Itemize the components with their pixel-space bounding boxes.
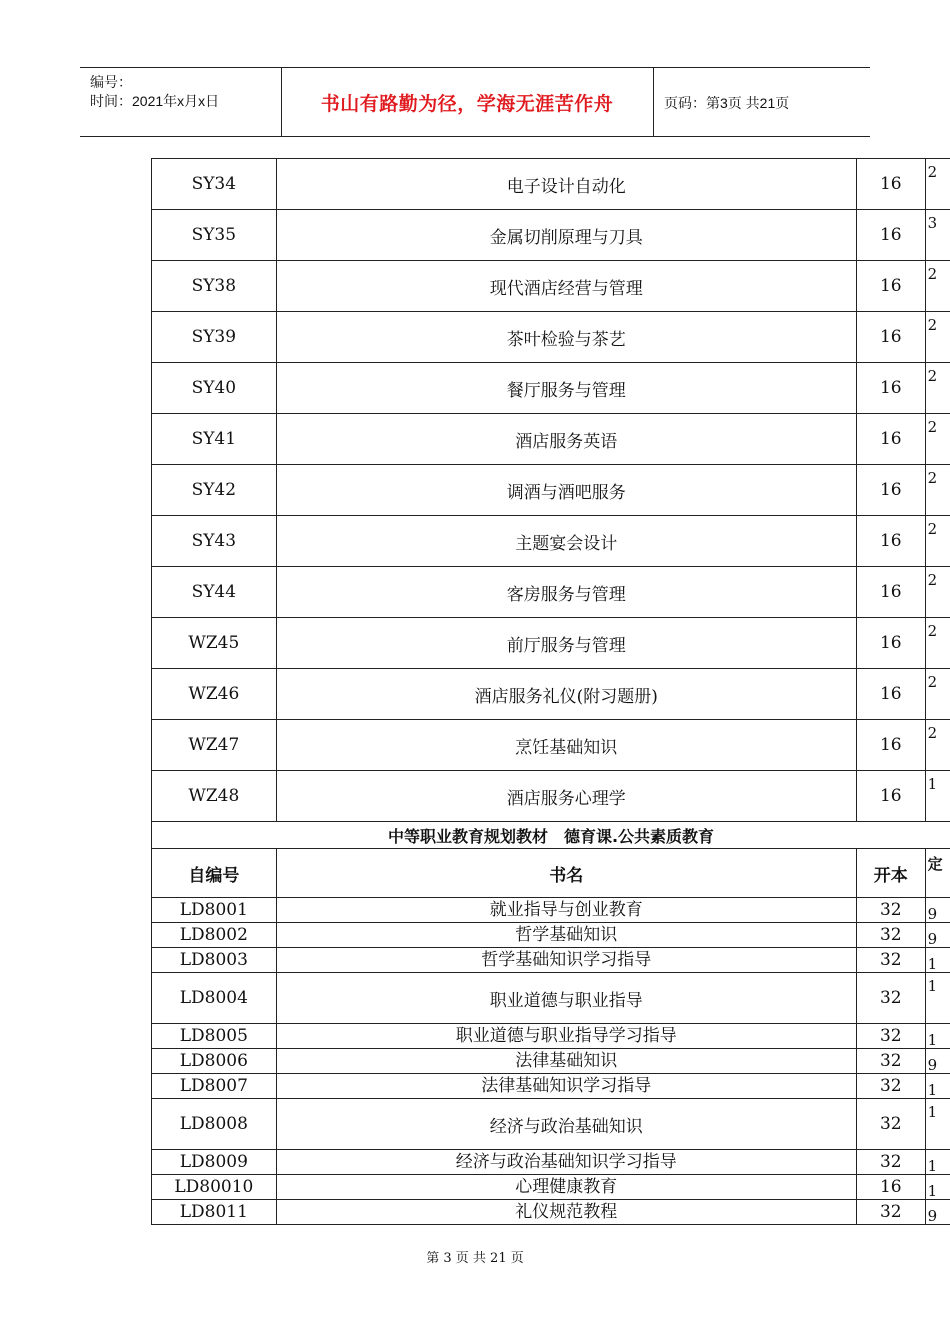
- code-cell: SY34: [152, 159, 277, 210]
- code-cell: LD8011: [152, 1200, 277, 1225]
- format-cell: 32: [856, 948, 925, 973]
- table-row: [152, 567, 950, 618]
- title-cell: 法律基础知识学习指导: [276, 1074, 856, 1099]
- code-cell: SY35: [152, 210, 277, 261]
- truncated-price-text: 定: [927, 855, 943, 873]
- motto-text: 书山有路勤为径，学海无涯苦作舟: [320, 93, 614, 115]
- section-header-row: [152, 822, 950, 849]
- format-cell: 16: [856, 414, 925, 465]
- column-header-code: 自编号: [152, 849, 277, 898]
- code-cell: LD8008: [152, 1099, 277, 1150]
- page-info: 页码：第3页 共21页: [664, 95, 790, 111]
- number-label: 编号：: [90, 74, 132, 90]
- code-cell: LD8009: [152, 1150, 277, 1175]
- price-cell: [925, 210, 950, 261]
- title-cell: 酒店服务礼仪(附习题册): [276, 669, 856, 720]
- price-cell: [925, 414, 950, 465]
- price-cell: [925, 1024, 950, 1049]
- table-row: [152, 363, 950, 414]
- title-cell: 职业道德与职业指导: [276, 973, 856, 1024]
- code-cell: SY40: [152, 363, 277, 414]
- truncated-price-text: 1: [927, 1081, 938, 1099]
- format-cell: 16: [856, 567, 925, 618]
- code-cell: LD80010: [152, 1175, 277, 1200]
- title-cell: 酒店服务英语: [276, 414, 856, 465]
- table-row: [152, 618, 950, 669]
- title-cell: 餐厅服务与管理: [276, 363, 856, 414]
- code-cell: WZ45: [152, 618, 277, 669]
- truncated-price-text: 1: [927, 1157, 938, 1175]
- format-cell: 16: [856, 159, 925, 210]
- code-cell: WZ47: [152, 720, 277, 771]
- title-cell: 礼仪规范教程: [276, 1200, 856, 1225]
- table-row: [152, 1200, 950, 1225]
- truncated-price-text: 9: [927, 905, 938, 923]
- format-cell: 16: [856, 465, 925, 516]
- price-cell: [925, 973, 950, 1024]
- price-cell: [925, 1150, 950, 1175]
- format-cell: 16: [856, 363, 925, 414]
- code-cell: SY38: [152, 261, 277, 312]
- format-cell: 16: [856, 720, 925, 771]
- title-cell: 现代酒店经营与管理: [276, 261, 856, 312]
- truncated-price-text: 2: [927, 418, 938, 436]
- format-cell: 32: [856, 1150, 925, 1175]
- format-cell: 16: [856, 618, 925, 669]
- price-cell: [925, 363, 950, 414]
- price-cell: [925, 1099, 950, 1150]
- price-cell: [925, 669, 950, 720]
- code-cell: LD8002: [152, 923, 277, 948]
- title-cell: 主题宴会设计: [276, 516, 856, 567]
- price-cell: [925, 618, 950, 669]
- format-cell: 32: [856, 898, 925, 923]
- code-cell: WZ46: [152, 669, 277, 720]
- code-cell: LD8004: [152, 973, 277, 1024]
- format-cell: 16: [856, 516, 925, 567]
- title-cell: 调酒与酒吧服务: [276, 465, 856, 516]
- format-cell: 32: [856, 923, 925, 948]
- document-header: [80, 67, 870, 137]
- format-cell: 32: [856, 1049, 925, 1074]
- code-cell: SY43: [152, 516, 277, 567]
- header-page-cell: [654, 68, 870, 136]
- truncated-price-text: 2: [927, 316, 938, 334]
- code-cell: LD8006: [152, 1049, 277, 1074]
- format-cell: 16: [856, 210, 925, 261]
- title-cell: 心理健康教育: [276, 1175, 856, 1200]
- price-cell: [925, 261, 950, 312]
- title-cell: 客房服务与管理: [276, 567, 856, 618]
- table-row: [152, 516, 950, 567]
- truncated-price-text: 2: [927, 571, 938, 589]
- table-row: [152, 948, 950, 973]
- table-row: [152, 1175, 950, 1200]
- price-cell: [925, 720, 950, 771]
- truncated-price-text: 2: [927, 163, 938, 181]
- title-cell: 法律基础知识: [276, 1049, 856, 1074]
- table-row: [152, 771, 950, 822]
- page-footer: 第 3 页 共 21 页: [426, 1251, 524, 1266]
- table-row: [152, 159, 950, 210]
- format-cell: 16: [856, 771, 925, 822]
- title-cell: 哲学基础知识学习指导: [276, 948, 856, 973]
- price-cell: [925, 948, 950, 973]
- title-cell: 经济与政治基础知识: [276, 1099, 856, 1150]
- format-cell: 16: [856, 1175, 925, 1200]
- table-row: [152, 261, 950, 312]
- price-cell: [925, 516, 950, 567]
- code-cell: SY39: [152, 312, 277, 363]
- table-row: [152, 1049, 950, 1074]
- format-cell: 32: [856, 973, 925, 1024]
- price-cell: [925, 923, 950, 948]
- table-row: [152, 1099, 950, 1150]
- table-row: [152, 465, 950, 516]
- price-cell: [925, 465, 950, 516]
- title-cell: 茶叶检验与茶艺: [276, 312, 856, 363]
- format-cell: 32: [856, 1099, 925, 1150]
- truncated-price-text: 2: [927, 367, 938, 385]
- truncated-price-text: 2: [927, 673, 938, 691]
- code-cell: LD8001: [152, 898, 277, 923]
- table-row: [152, 1074, 950, 1099]
- price-cell: [925, 1200, 950, 1225]
- truncated-price-text: 1: [927, 775, 938, 793]
- price-cell: [925, 1074, 950, 1099]
- truncated-price-text: 3: [927, 214, 938, 232]
- table-row: [152, 1024, 950, 1049]
- title-cell: 就业指导与创业教育: [276, 898, 856, 923]
- truncated-price-text: 1: [927, 1103, 938, 1121]
- truncated-price-text: 2: [927, 469, 938, 487]
- title-cell: 职业道德与职业指导学习指导: [276, 1024, 856, 1049]
- title-cell: 哲学基础知识: [276, 923, 856, 948]
- title-cell: 前厅服务与管理: [276, 618, 856, 669]
- truncated-price-text: 2: [927, 520, 938, 538]
- truncated-price-text: 9: [927, 930, 938, 948]
- format-cell: 16: [856, 669, 925, 720]
- price-cell: [925, 1175, 950, 1200]
- header-motto-cell: [281, 68, 654, 136]
- column-header-format: 开本: [856, 849, 925, 898]
- title-cell: 电子设计自动化: [276, 159, 856, 210]
- title-cell: 酒店服务心理学: [276, 771, 856, 822]
- code-cell: LD8007: [152, 1074, 277, 1099]
- price-cell: [925, 159, 950, 210]
- title-cell: 经济与政治基础知识学习指导: [276, 1150, 856, 1175]
- table-row: [152, 414, 950, 465]
- truncated-price-text: 2: [927, 724, 938, 742]
- price-cell: [925, 771, 950, 822]
- price-cell: [925, 1049, 950, 1074]
- format-cell: 16: [856, 312, 925, 363]
- title-cell: 烹饪基础知识: [276, 720, 856, 771]
- truncated-price-text: 9: [927, 1207, 938, 1225]
- code-cell: SY42: [152, 465, 277, 516]
- column-header-price: [925, 849, 950, 898]
- format-cell: 16: [856, 261, 925, 312]
- code-cell: WZ48: [152, 771, 277, 822]
- format-cell: 32: [856, 1200, 925, 1225]
- format-cell: 32: [856, 1074, 925, 1099]
- table-row: [152, 720, 950, 771]
- header-meta-cell: [80, 68, 282, 136]
- code-cell: LD8005: [152, 1024, 277, 1049]
- time-label: 时间：2021年x月x日: [90, 93, 220, 109]
- truncated-price-text: 1: [927, 977, 938, 995]
- title-cell: 金属切削原理与刀具: [276, 210, 856, 261]
- table-row: [152, 973, 950, 1024]
- table-row: [152, 898, 950, 923]
- format-cell: 32: [856, 1024, 925, 1049]
- truncated-price-text: 1: [927, 1031, 938, 1049]
- price-cell: [925, 312, 950, 363]
- truncated-price-text: 2: [927, 622, 938, 640]
- table-row: [152, 1150, 950, 1175]
- code-cell: SY41: [152, 414, 277, 465]
- table-row: [152, 923, 950, 948]
- code-cell: LD8003: [152, 948, 277, 973]
- catalog-table: [151, 158, 950, 1225]
- price-cell: [925, 898, 950, 923]
- column-header-title: 书名: [276, 849, 856, 898]
- section-title: 中等职业教育规划教材 德育课.公共素质教育: [152, 822, 950, 849]
- column-header-row: [152, 849, 950, 898]
- table-row: [152, 312, 950, 363]
- price-cell: [925, 567, 950, 618]
- truncated-price-text: 1: [927, 1182, 938, 1200]
- truncated-price-text: 1: [927, 955, 938, 973]
- truncated-price-text: 2: [927, 265, 938, 283]
- code-cell: SY44: [152, 567, 277, 618]
- table-row: [152, 210, 950, 261]
- truncated-price-text: 9: [927, 1056, 938, 1074]
- table-row: [152, 669, 950, 720]
